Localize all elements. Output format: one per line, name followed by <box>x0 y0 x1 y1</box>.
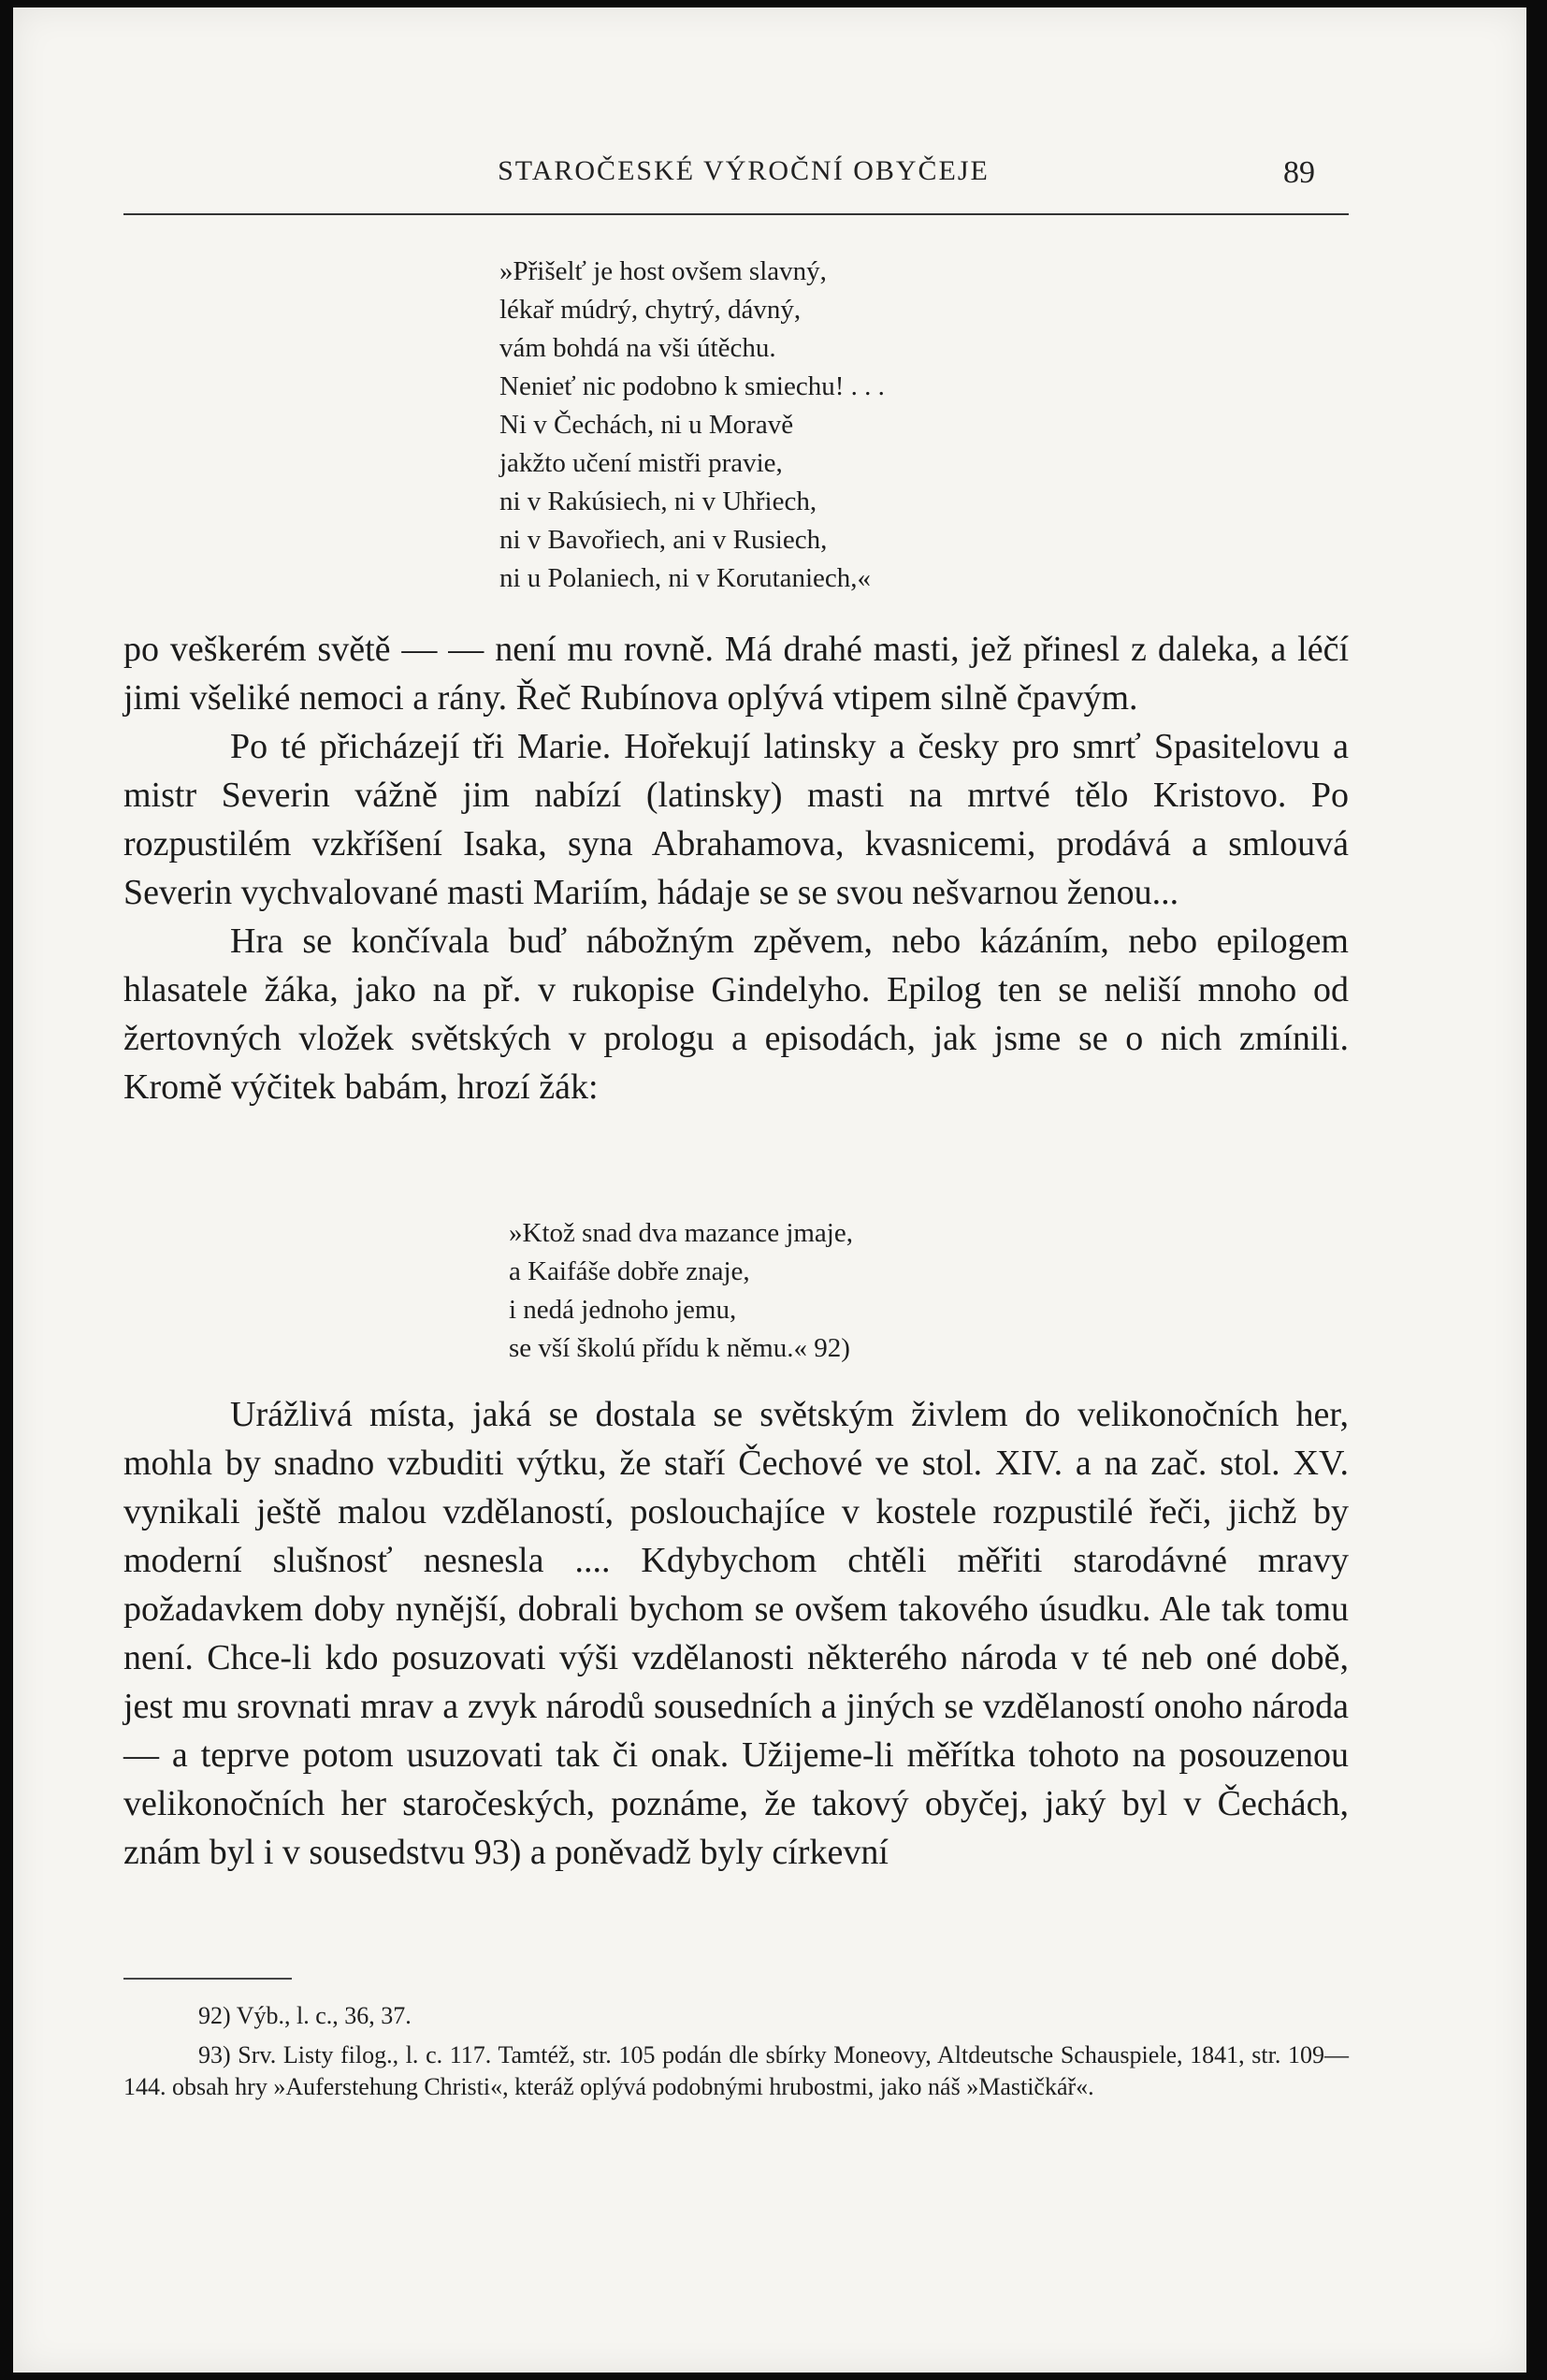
verse-line: lékař múdrý, chytrý, dávný, <box>499 295 802 325</box>
verse-quote-2 <box>509 1214 853 1368</box>
verse-quote-1 <box>499 253 885 598</box>
body-text-lower <box>123 1390 1349 1877</box>
verse-line: Ni v Čechách, ni u Moravě <box>499 410 794 440</box>
header-rule <box>123 213 1349 215</box>
footnote: 93) Srv. Listy filog., l. c. 117. Tamtéž, str. 105 podán dle sbírky Moneovy, Altdeutsche Schauspiele, 1841, str. 109—144. obsah hry »Auferstehung Christi«, kteráž oplývá podobnými hrubostmi, jako náš »Mastičkář«. <box>123 2041 1349 2100</box>
book-page <box>13 7 1526 2373</box>
running-head <box>152 155 1336 221</box>
verse-line: vám bohdá na vši útěchu. <box>499 333 776 363</box>
paragraph: Po té přicházejí tři Marie. Hořekují latinsky a česky pro smrť Spasitelovu a mistr Severin vážně jim nabízí (latinsky) masti na mrtvé tělo Kristovo. Po rozpustilém vzkříšení Isaka, syna Abrahamova, kvasnicemi, prodává a smlouvá Severin vychvalované masti Mariím, hádaje se se svou nešvarnou ženou... <box>123 727 1349 912</box>
verse-line: a Kaifáše dobře znaje, <box>509 1256 750 1286</box>
body-text-upper <box>123 625 1349 1111</box>
verse-line: i nedá jednoho jemu, <box>509 1295 737 1325</box>
verse-line: ni u Polaniech, ni v Korutaniech,« <box>499 563 872 593</box>
verse-line: »Ktož snad dva mazance jmaje, <box>509 1218 853 1248</box>
paragraph: Urážlivá místa, jaká se dostala se světským živlem do velikonočních her, mohla by snadno vzbuditi výtku, že staří Čechové ve stol. XIV. a na zač. stol. XV. vynikali ještě malou vzdělaností, poslouchajíce v kostele rozpustilé řeči, jichž by moderní slušnosť nesnesla .... Kdybychom chtěli měřiti starodávné mravy požadavkem doby nynější, dobrali bychom se ovšem takového úsudku. Ale tak tomu není. Chce-li kdo posuzovati výši vzdělanosti některého národa v té neb oné době, jest mu srovnati mrav a zvyk národů sousedních a jiných se vzdělaností onoho národa — a teprve potom usuzovati tak či onak. Užijeme-li měřítka tohoto na posouzenou velikonočních her staročeských, poznáme, že takový obyčej, jaký byl v Čechách, znám byl i v sousedstvu 93) a poněvadž byly církevní <box>123 1395 1349 1872</box>
verse-line: Nenieť nic podobno k smiechu! . . . <box>499 371 885 401</box>
footnote-rule <box>123 1978 292 1980</box>
page-number: 89 <box>1283 155 1315 190</box>
verse-line: ni v Bavořiech, ani v Rusiech, <box>499 525 828 555</box>
verse-line: ni v Rakúsiech, ni v Uhřiech, <box>499 486 817 516</box>
verse-line: »Přišelť je host ovšem slavný, <box>499 256 827 286</box>
running-title: STAROČESKÉ VÝROČNÍ OBYČEJE <box>498 155 990 186</box>
verse-line: se vší školú přídu k němu.« 92) <box>509 1333 850 1363</box>
paragraph: po veškerém světě — — není mu rovně. Má drahé masti, jež přinesl z daleka, a léčí jimi všeliké nemoci a rány. Řeč Rubínova oplývá vtipem silně čpavým. <box>123 630 1349 718</box>
verse-line: jakžto učení mistři pravie, <box>499 448 783 478</box>
paragraph: Hra se končívala buď nábožným zpěvem, nebo kázáním, nebo epilogem hlasatele žáka, jako na př. v rukopise Gindelyho. Epilog ten se neliší mnoho od žertovných vložek světských v prologu a episodách, jak jsme se o nich zmínili. Kromě výčitek babám, hrozí žák: <box>123 922 1349 1107</box>
footnote: 92) Výb., l. c., 36, 37. <box>198 2002 412 2029</box>
footnotes <box>123 2000 1349 2111</box>
